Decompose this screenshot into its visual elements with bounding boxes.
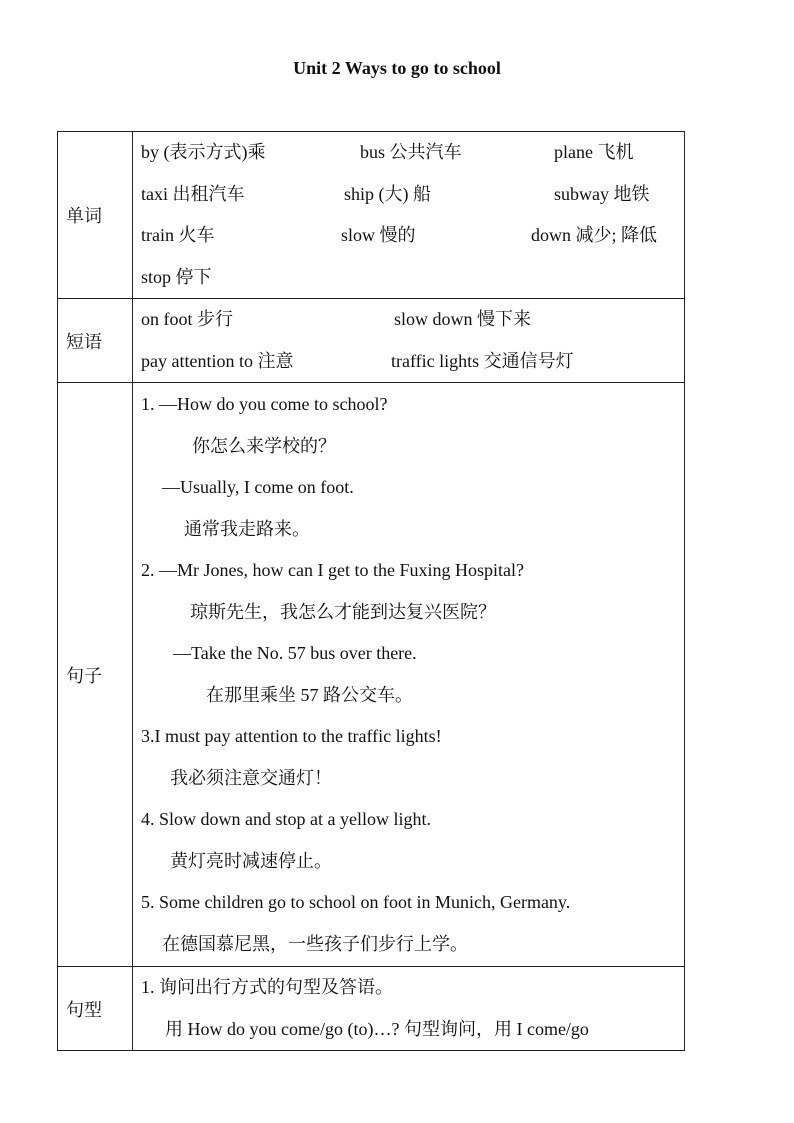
phrases-content — [133, 299, 685, 383]
word-entry: ship (大) 船 — [344, 183, 431, 204]
phrase-entry: traffic lights 交通信号灯 — [391, 350, 574, 371]
words-row — [58, 132, 685, 299]
sentence-translation: 黄灯亮时减速停止。 — [170, 850, 332, 871]
sentence-translation: 琼斯先生，我怎么才能到达复兴医院？ — [190, 601, 496, 622]
sentence-line: —Usually, I come on foot. — [162, 477, 354, 497]
patterns-label: 句型 — [58, 967, 133, 1051]
sentence-line: 3.I must pay attention to the traffic lights! — [141, 726, 442, 746]
word-entry: slow 慢的 — [341, 225, 416, 245]
word-entry: subway 地铁 — [554, 183, 650, 204]
words-content — [133, 132, 685, 299]
word-entry: bus 公共汽车 — [360, 142, 462, 162]
word-entry: plane 飞机 — [554, 142, 634, 162]
word-entry: by (表示方式)乘 — [141, 142, 266, 162]
word-entry: down 减少; 降低 — [531, 225, 657, 245]
patterns-content — [133, 967, 685, 1051]
patterns-row — [58, 967, 685, 1051]
phrase-entry: slow down 慢下来 — [394, 309, 532, 329]
pattern-line: 1. 询问出行方式的句型及答语。 — [141, 977, 393, 997]
phrases-label: 短语 — [58, 299, 133, 383]
pattern-line: 用 How do you come/go (to)…? 句型询问，用 I come/go — [165, 1018, 589, 1039]
word-entry: train 火车 — [141, 225, 215, 245]
word-entry: taxi 出租汽车 — [141, 183, 245, 204]
sentence-line: 1. —How do you come to school? — [141, 394, 388, 414]
sentences-row — [58, 383, 685, 967]
sentence-line: 2. —Mr Jones, how can I get to the Fuxing Hospital? — [141, 560, 524, 580]
word-entry: stop 停下 — [141, 266, 212, 287]
sentence-translation: 在那里乘坐 57 路公交车。 — [206, 684, 413, 705]
sentence-translation: 在德国慕尼黑，一些孩子们步行上学。 — [162, 933, 468, 954]
words-line — [141, 257, 684, 299]
phrases-line — [141, 341, 684, 383]
phrases-line — [141, 299, 684, 341]
sentence-line: —Take the No. 57 bus over there. — [173, 643, 417, 663]
page-title: Unit 2 Ways to go to school — [293, 58, 501, 78]
words-line — [141, 132, 684, 174]
words-label: 单词 — [58, 132, 133, 299]
sentences-content — [133, 383, 685, 967]
words-line — [141, 174, 684, 216]
sentence-line: 5. Some children go to school on foot in Munich, Germany. — [141, 892, 571, 912]
phrases-row — [58, 299, 685, 383]
phrase-entry: pay attention to 注意 — [141, 350, 294, 371]
words-line — [141, 215, 684, 257]
sentences-label: 句子 — [58, 383, 133, 967]
sentence-translation: 通常我走路来。 — [184, 518, 310, 539]
sentence-translation: 我必须注意交通灯！ — [170, 767, 332, 788]
sentence-line: 4. Slow down and stop at a yellow light. — [141, 809, 431, 829]
vocab-table — [57, 131, 685, 1051]
sentence-translation: 你怎么来学校的？ — [192, 435, 336, 456]
phrase-entry: on foot 步行 — [141, 309, 233, 329]
